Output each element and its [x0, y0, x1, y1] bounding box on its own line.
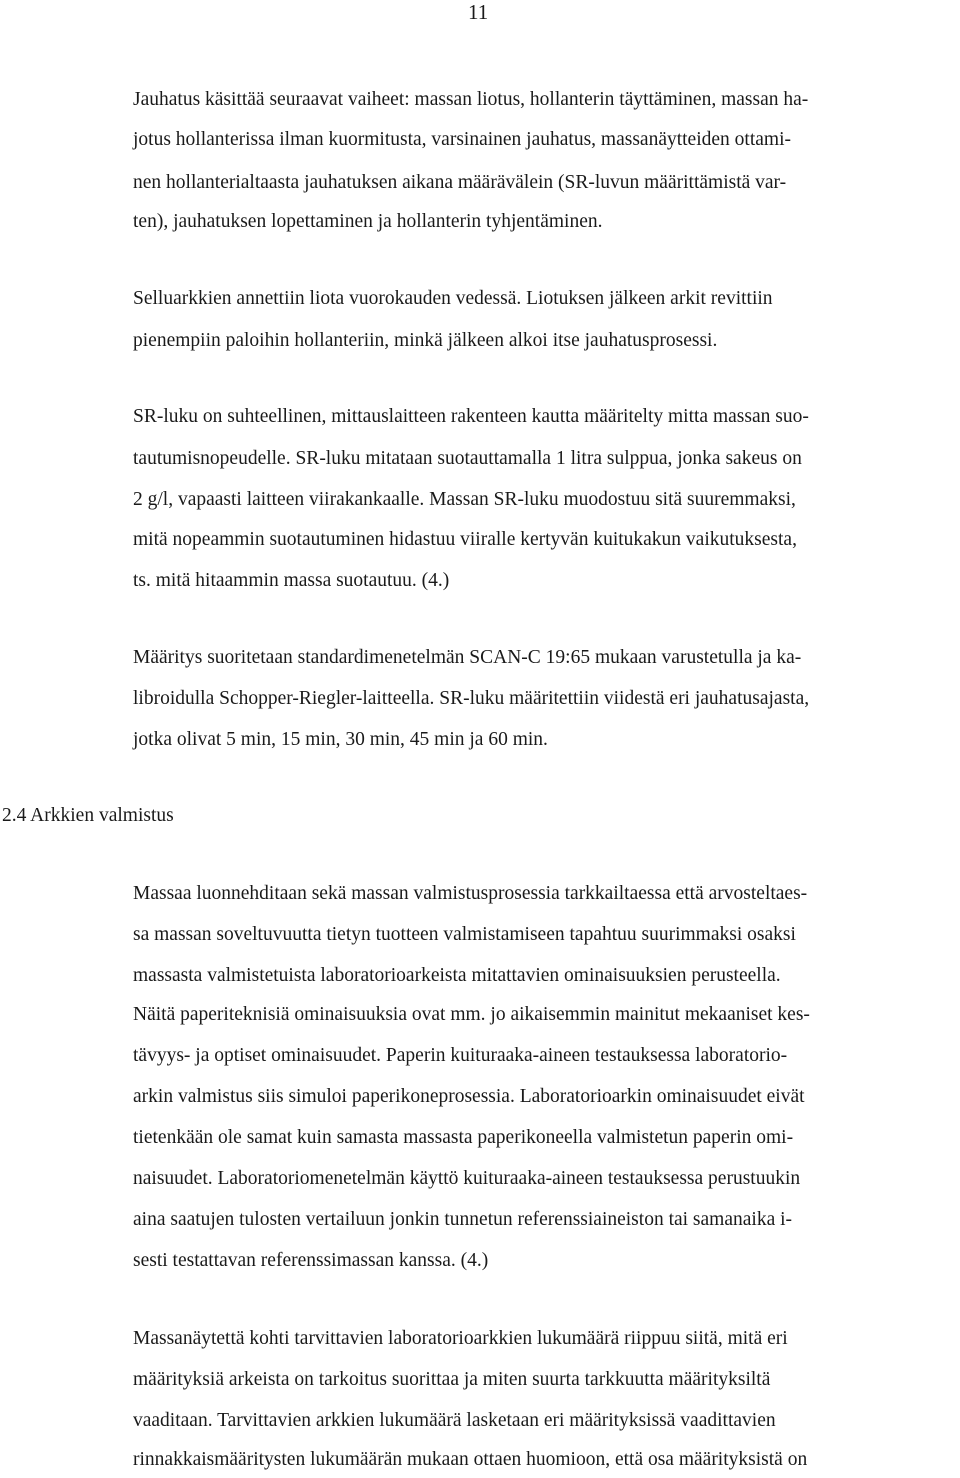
text-line: tietenkään ole samat kuin samasta massasta paperikoneella valmistetun paperin omi-	[133, 1127, 794, 1148]
text-line: Massanäytettä kohti tarvittavien laboratorioarkkien lukumäärä riippuu siitä, mitä eri	[133, 1328, 788, 1349]
text-line: libroidulla Schopper-Riegler-laitteella. SR-luku määritettiin viidestä eri jauhatusajasta,	[133, 688, 810, 709]
text-line: tävyys- ja optiset ominaisuudet. Paperin kuituraaka-aineen testauksessa laboratorio-	[133, 1045, 788, 1066]
text-line: arkin valmistus siis simuloi paperikoneprosessia. Laboratorioarkin ominaisuudet eivät	[133, 1086, 805, 1107]
text-line: Jauhatus käsittää seuraavat vaiheet: massan liotus, hollanterin täyttäminen, massan ha-	[133, 89, 809, 110]
text-line: naisuudet. Laboratoriomenetelmän käyttö kuituraaka-aineen testauksessa perustuukin	[133, 1168, 801, 1189]
text-line: Määritys suoritetaan standardimenetelmän SCAN-C 19:65 mukaan varustetulla ja ka-	[133, 647, 802, 668]
text-line: Massaa luonnehditaan sekä massan valmistusprosessia tarkkailtaessa että arvosteltaes-	[133, 883, 808, 904]
text-line: massasta valmistetuista laboratorioarkeista mitattavien ominaisuuksien perusteella.	[133, 965, 781, 986]
text-line: rinnakkaismääritysten lukumäärän mukaan ottaen huomioon, että osa määrityksistä on	[133, 1449, 808, 1470]
text-line: jotus hollanterissa ilman kuormitusta, varsinainen jauhatus, massanäytteiden ottami-	[133, 129, 791, 150]
text-line: Selluarkkien annettiin liota vuorokauden vedessä. Liotuksen jälkeen arkit revittiin	[133, 288, 773, 309]
text-line: ten), jauhatuksen lopettaminen ja hollanterin tyhjentäminen.	[133, 211, 603, 232]
page-number: 11	[468, 0, 489, 24]
text-line: nen hollanterialtaasta jauhatuksen aikana määrävälein (SR-luvun määrittämistä var-	[133, 172, 787, 193]
text-line: 2 g/l, vapaasti laitteen viirakankaalle. Massan SR-luku muodostuu sitä suuremmaksi,	[133, 489, 796, 510]
text-line: SR-luku on suhteellinen, mittauslaitteen rakenteen kautta määritelty mitta massan suo-	[133, 406, 809, 427]
text-line: Näitä paperiteknisiä ominaisuuksia ovat mm. jo aikaisemmin mainitut mekaaniset kes-	[133, 1004, 810, 1025]
text-line: pienempiin paloihin hollanteriin, minkä jälkeen alkoi itse jauhatusprosessi.	[133, 330, 718, 351]
text-line: määrityksiä arkeista on tarkoitus suorittaa ja miten suurta tarkkuutta määrityksiltä	[133, 1369, 771, 1390]
text-line: ts. mitä hitaammin massa suotautuu. (4.)	[133, 570, 450, 591]
section-heading: 2.4 Arkkien valmistus	[2, 805, 174, 826]
text-line: tautumisnopeudelle. SR-luku mitataan suotauttamalla 1 litra sulppua, jonka sakeus on	[133, 448, 802, 469]
text-line: sa massan soveltuvuutta tietyn tuotteen valmistamiseen tapahtuu suurimmaksi osaksi	[133, 924, 796, 945]
text-line: sesti testattavan referenssimassan kanssa. (4.)	[133, 1250, 489, 1271]
text-line: aina saatujen tulosten vertailuun jonkin tunnetun referenssiaineiston tai samanaika i-	[133, 1209, 793, 1230]
text-line: mitä nopeammin suotautuminen hidastuu viiralle kertyvän kuitukakun vaikutuksesta,	[133, 529, 797, 550]
text-line: vaaditaan. Tarvittavien arkkien lukumäärä lasketaan eri määrityksissä vaadittavien	[133, 1410, 776, 1431]
text-line: jotka olivat 5 min, 15 min, 30 min, 45 min ja 60 min.	[133, 729, 548, 750]
